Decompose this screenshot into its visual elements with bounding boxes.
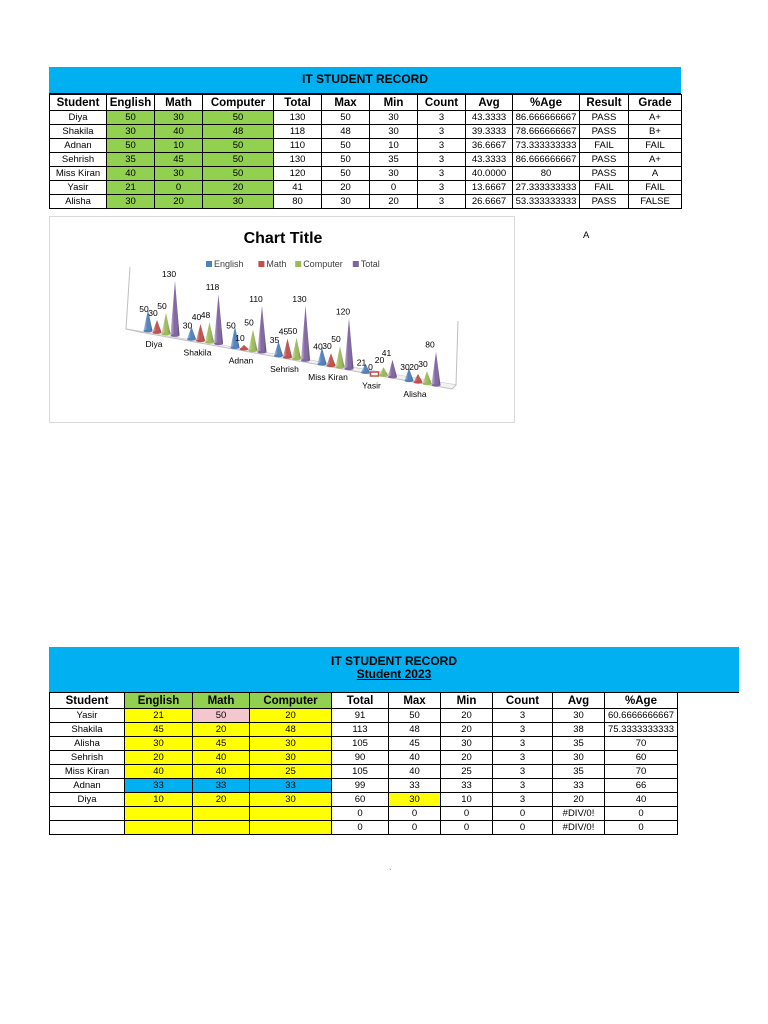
table-cell[interactable]: 20 — [203, 181, 274, 195]
table-cell[interactable]: FAIL — [580, 139, 629, 153]
data-label: 80 — [425, 339, 435, 350]
table2-header-avg[interactable]: Avg — [553, 693, 605, 709]
table-cell[interactable]: 35 — [107, 153, 155, 167]
table-cell[interactable]: 86.666666667 — [513, 111, 580, 125]
table-cell[interactable]: 130 — [274, 111, 322, 125]
table1-header-computer[interactable]: Computer — [203, 95, 274, 111]
table-cell[interactable]: 39.3333 — [466, 125, 513, 139]
table-cell[interactable]: 40 — [389, 765, 441, 779]
table-cell[interactable]: 45 — [193, 737, 250, 751]
table-cell[interactable]: 99 — [332, 779, 389, 793]
table-cell[interactable]: 40 — [155, 125, 203, 139]
table-cell[interactable]: 0 — [605, 821, 678, 835]
table-cell[interactable]: 33 — [250, 779, 332, 793]
table-cell[interactable]: 36.6667 — [466, 139, 513, 153]
table-cell[interactable]: 25 — [441, 765, 493, 779]
table2-subtitle: Student 2023 — [356, 667, 432, 681]
table-cell[interactable]: 40 — [193, 765, 250, 779]
data-label: 21 — [356, 357, 367, 368]
table-cell[interactable]: 30 — [250, 793, 332, 807]
table2-header-min[interactable]: Min — [441, 693, 493, 709]
table-cell[interactable]: 50 — [322, 111, 370, 125]
table-cell[interactable] — [250, 821, 332, 835]
table-cell[interactable]: 30 — [370, 125, 418, 139]
table-cell[interactable]: Alisha — [50, 737, 125, 751]
table2-header-count[interactable]: Count — [493, 693, 553, 709]
table2-header-english[interactable]: English — [125, 693, 193, 709]
table-row — [50, 723, 678, 737]
table-cell[interactable]: 80 — [274, 195, 322, 209]
legend-swatch-3 — [353, 261, 359, 267]
table-cell[interactable]: 70 — [605, 737, 678, 751]
table-cell[interactable]: FAIL — [629, 139, 682, 153]
table-cell[interactable]: 20 — [553, 793, 605, 807]
table-cell[interactable] — [125, 807, 193, 821]
table-row — [50, 181, 682, 195]
table-row — [50, 111, 682, 125]
table-cell[interactable]: 50 — [193, 709, 250, 723]
table-cell[interactable]: 0 — [605, 807, 678, 821]
table-cell[interactable]: 113 — [332, 723, 389, 737]
table-cell[interactable]: 13.6667 — [466, 181, 513, 195]
table-cell[interactable]: 3 — [418, 153, 466, 167]
table1-header-english[interactable]: English — [107, 95, 155, 111]
table2-header-computer[interactable]: Computer — [250, 693, 332, 709]
table2-title-banner — [49, 647, 739, 693]
table-cell[interactable]: 45 — [125, 723, 193, 737]
table-cell[interactable]: 3 — [418, 167, 466, 181]
table-row — [50, 139, 682, 153]
table-cell[interactable]: Shakila — [50, 723, 125, 737]
table-cell[interactable]: 35 — [553, 765, 605, 779]
table-cell[interactable]: 0 — [389, 807, 441, 821]
table-cell[interactable]: 20 — [441, 723, 493, 737]
data-label: 110 — [249, 293, 263, 304]
table-cell[interactable]: 41 — [274, 181, 322, 195]
table2-header-total[interactable]: Total — [332, 693, 389, 709]
stray-cell-text-a: A — [583, 230, 590, 241]
table-cell[interactable]: PASS — [580, 167, 629, 181]
table-cell[interactable]: 21 — [125, 709, 193, 723]
table-cell[interactable]: 118 — [274, 125, 322, 139]
table-cell[interactable]: 33 — [441, 779, 493, 793]
category-label-4: Miss Kiran — [308, 372, 348, 383]
data-label: 30 — [182, 320, 193, 331]
data-label: 20 — [374, 355, 385, 366]
data-label: 130 — [292, 293, 307, 304]
table-cell[interactable]: 3 — [493, 765, 553, 779]
data-label: 130 — [161, 268, 177, 279]
table-cell[interactable]: 3 — [493, 737, 553, 751]
table-cell[interactable] — [193, 807, 250, 821]
table-cell[interactable]: PASS — [580, 195, 629, 209]
table-cell[interactable]: 48 — [250, 723, 332, 737]
table-cell[interactable]: 43.3333 — [466, 153, 513, 167]
table-cell[interactable]: 40 — [389, 751, 441, 765]
table1-header-avg[interactable]: Avg — [466, 95, 513, 111]
table-cell[interactable]: FAIL — [629, 181, 682, 195]
table1-header-result[interactable]: Result — [580, 95, 629, 111]
table-cell[interactable]: 30 — [553, 751, 605, 765]
table-cell[interactable]: 60 — [605, 751, 678, 765]
table1-header-math[interactable]: Math — [155, 95, 203, 111]
table-cell[interactable]: 20 — [193, 723, 250, 737]
table-cell[interactable]: 60 — [332, 793, 389, 807]
table-cell[interactable]: 33 — [193, 779, 250, 793]
data-label: 30 — [322, 341, 332, 352]
table1-title: IT STUDENT RECORD — [302, 72, 428, 86]
table-cell[interactable]: 10 — [155, 139, 203, 153]
data-label: 48 — [200, 310, 211, 321]
table-row — [50, 821, 678, 835]
data-label: 40 — [191, 312, 202, 322]
table-cell[interactable]: 30 — [389, 793, 441, 807]
table-cell[interactable]: 45 — [155, 153, 203, 167]
table-cell[interactable]: 45 — [389, 737, 441, 751]
table-cell[interactable]: Sehrish — [50, 153, 107, 167]
table-cell[interactable]: Sehrish — [50, 751, 125, 765]
table2-title: IT STUDENT RECORD — [331, 654, 457, 668]
table-cell[interactable]: 30 — [441, 737, 493, 751]
table-cell[interactable]: 30 — [250, 751, 332, 765]
table-cell[interactable]: 0 — [493, 807, 553, 821]
table-cell[interactable] — [250, 807, 332, 821]
table2-header-math[interactable]: Math — [193, 693, 250, 709]
data-label: 40 — [313, 341, 323, 352]
table-cell[interactable]: Shakila — [50, 125, 107, 139]
table-cell[interactable]: 50 — [389, 709, 441, 723]
table-cell[interactable]: 80 — [513, 167, 580, 181]
table-cell[interactable] — [193, 821, 250, 835]
table1-header--age[interactable]: %Age — [513, 95, 580, 111]
table-cell[interactable]: 105 — [332, 765, 389, 779]
table-cell[interactable]: 50 — [203, 139, 274, 153]
table-cell[interactable]: 40.0000 — [466, 167, 513, 181]
table1-header-row — [50, 95, 682, 111]
table-cell[interactable]: 30 — [155, 111, 203, 125]
data-label: 30 — [400, 362, 410, 373]
table-cell[interactable]: #DIV/0! — [553, 821, 605, 835]
data-label: 30 — [418, 359, 428, 370]
table-cell[interactable]: Miss Kiran — [50, 167, 107, 181]
table-cell[interactable]: Adnan — [50, 779, 125, 793]
table-row — [50, 125, 682, 139]
table-row — [50, 807, 678, 821]
cone-shakila-english[interactable] — [183, 321, 196, 341]
table-cell[interactable]: 10 — [370, 139, 418, 153]
table-cell[interactable]: 70 — [605, 765, 678, 779]
table1-header-count[interactable]: Count — [418, 95, 466, 111]
table-cell[interactable]: 20 — [370, 195, 418, 209]
table-cell[interactable]: 66 — [605, 779, 678, 793]
table-cell[interactable]: 35 — [553, 737, 605, 751]
table-cell[interactable]: 0 — [332, 807, 389, 821]
table-cell[interactable]: 86.666666667 — [513, 153, 580, 167]
table1-header-student[interactable]: Student — [50, 95, 107, 111]
legend-swatch-0 — [206, 261, 212, 267]
table-cell[interactable]: 30 — [155, 167, 203, 181]
table-row — [50, 751, 678, 765]
table-cell[interactable]: 3 — [418, 181, 466, 195]
table2-header-student[interactable]: Student — [50, 693, 125, 709]
category-label-0: Diya — [145, 339, 163, 349]
table-cell[interactable]: Adnan — [50, 139, 107, 153]
table-cell[interactable]: 60.6666666667 — [605, 709, 678, 723]
table-cell[interactable]: 48 — [389, 723, 441, 737]
table1-header-grade[interactable]: Grade — [629, 95, 682, 111]
table-cell[interactable]: 3 — [418, 195, 466, 209]
table-cell[interactable]: #DIV/0! — [553, 807, 605, 821]
table-cell[interactable]: 3 — [493, 779, 553, 793]
table-cell[interactable]: 20 — [155, 195, 203, 209]
table-cell[interactable]: 3 — [493, 709, 553, 723]
table-cell[interactable]: 30 — [553, 709, 605, 723]
category-label-3: Sehrish — [270, 363, 299, 374]
table-cell[interactable]: 50 — [322, 139, 370, 153]
table-cell[interactable]: 3 — [418, 111, 466, 125]
table-row — [50, 153, 682, 167]
table-cell[interactable]: 75.3333333333 — [605, 723, 678, 737]
table-row — [50, 195, 682, 209]
table-cell[interactable]: 105 — [332, 737, 389, 751]
table-cell[interactable]: 48 — [322, 125, 370, 139]
table1-header-min[interactable]: Min — [370, 95, 418, 111]
table-cell[interactable]: A+ — [629, 153, 682, 167]
table-row — [50, 765, 678, 779]
table-row — [50, 793, 678, 807]
table-cell[interactable]: 50 — [322, 167, 370, 181]
data-label: 50 — [287, 325, 298, 336]
table-cell[interactable]: 40 — [125, 765, 193, 779]
table-cell[interactable]: 78.666666667 — [513, 125, 580, 139]
table-cell[interactable]: 110 — [274, 139, 322, 153]
data-label: 10 — [235, 332, 245, 343]
data-label: 50 — [244, 317, 254, 328]
table-cell[interactable]: 20 — [193, 793, 250, 807]
table-cell[interactable]: FALSE — [629, 195, 682, 209]
table-cell[interactable]: Alisha — [50, 195, 107, 209]
table-cell[interactable]: 30 — [322, 195, 370, 209]
category-label-6: Alisha — [403, 388, 427, 399]
table-row — [50, 167, 682, 181]
table-cell[interactable]: 130 — [274, 153, 322, 167]
table-cell[interactable]: B+ — [629, 125, 682, 139]
table-cell[interactable]: 30 — [203, 195, 274, 209]
chart-legend — [206, 259, 380, 269]
table-row — [50, 709, 678, 723]
table-cell[interactable]: 0 — [493, 821, 553, 835]
category-label-2: Adnan — [228, 355, 254, 366]
table-cell[interactable]: 30 — [107, 195, 155, 209]
table-cell[interactable]: 20 — [250, 709, 332, 723]
table-cell[interactable]: 73.333333333 — [513, 139, 580, 153]
table-cell[interactable]: 50 — [203, 111, 274, 125]
table-cell[interactable]: 50 — [322, 153, 370, 167]
table-cell[interactable]: 3 — [493, 793, 553, 807]
table-cell[interactable]: 30 — [107, 125, 155, 139]
data-label: 50 — [157, 301, 167, 311]
table-cell[interactable]: 26.6667 — [466, 195, 513, 209]
table-cell[interactable]: Diya — [50, 793, 125, 807]
cone-chart[interactable] — [49, 216, 515, 423]
table-cell[interactable]: 40 — [107, 167, 155, 181]
table-row — [50, 779, 678, 793]
table-cell[interactable] — [50, 821, 125, 835]
table-cell[interactable]: 50 — [107, 139, 155, 153]
table-cell[interactable]: 3 — [418, 125, 466, 139]
table-cell[interactable]: 0 — [155, 181, 203, 195]
data-label: 0 — [368, 362, 373, 372]
category-label-1: Shakila — [183, 347, 212, 358]
legend-label-1: Math — [266, 259, 287, 269]
table-cell[interactable]: 33 — [389, 779, 441, 793]
table1-title-banner — [49, 67, 681, 94]
student-record-table-1 — [49, 94, 682, 209]
table-cell[interactable]: FAIL — [580, 181, 629, 195]
table-cell[interactable]: 20 — [322, 181, 370, 195]
table-cell[interactable]: 91 — [332, 709, 389, 723]
table-cell[interactable]: Diya — [50, 111, 107, 125]
table-cell[interactable]: 38 — [553, 723, 605, 737]
table-cell[interactable]: 30 — [125, 737, 193, 751]
data-label: 35 — [269, 335, 280, 346]
table-cell[interactable]: PASS — [580, 125, 629, 139]
data-label: 50 — [331, 334, 341, 345]
table1-header-max[interactable]: Max — [322, 95, 370, 111]
table-cell[interactable]: 27.333333333 — [513, 181, 580, 195]
table2-header-row — [50, 693, 678, 709]
table-cell[interactable]: 48 — [203, 125, 274, 139]
table-cell[interactable]: 50 — [203, 153, 274, 167]
table-cell[interactable]: 21 — [107, 181, 155, 195]
table-cell[interactable]: 0 — [389, 821, 441, 835]
table-cell[interactable]: Yasir — [50, 181, 107, 195]
table-cell[interactable]: 33 — [125, 779, 193, 793]
legend-label-0: English — [214, 259, 244, 269]
category-label-5: Yasir — [362, 380, 381, 391]
table-cell[interactable]: 120 — [274, 167, 322, 181]
legend-swatch-2 — [295, 261, 301, 267]
table-cell[interactable]: 43.3333 — [466, 111, 513, 125]
table-cell[interactable]: 20 — [441, 751, 493, 765]
table-cell[interactable]: 3 — [493, 723, 553, 737]
table-cell[interactable]: 0 — [441, 821, 493, 835]
table-cell[interactable]: 30 — [250, 737, 332, 751]
data-label: 30 — [148, 307, 158, 318]
table-cell[interactable]: 30 — [370, 111, 418, 125]
table-cell[interactable]: A+ — [629, 111, 682, 125]
table-cell[interactable]: 53.333333333 — [513, 195, 580, 209]
table-cell[interactable] — [50, 807, 125, 821]
legend-label-2: Computer — [303, 259, 343, 269]
cone-adnan-computer[interactable] — [244, 318, 257, 352]
data-label: 41 — [381, 347, 392, 358]
table-row — [50, 737, 678, 751]
table-cell[interactable]: 90 — [332, 751, 389, 765]
data-label: 118 — [205, 282, 220, 293]
table-cell[interactable]: 0 — [370, 181, 418, 195]
table-cell[interactable]: 35 — [370, 153, 418, 167]
table-cell[interactable]: Yasir — [50, 709, 125, 723]
table-cell[interactable]: 20 — [125, 751, 193, 765]
table-cell[interactable]: 0 — [441, 807, 493, 821]
table1-header-total[interactable]: Total — [274, 95, 322, 111]
table-cell[interactable]: 50 — [203, 167, 274, 181]
table-cell[interactable]: Miss Kiran — [50, 765, 125, 779]
table2-header-max[interactable]: Max — [389, 693, 441, 709]
table-cell[interactable]: 40 — [605, 793, 678, 807]
data-label: 50 — [139, 304, 149, 314]
table-cell[interactable]: 33 — [553, 779, 605, 793]
table-cell[interactable]: 40 — [193, 751, 250, 765]
table-cell[interactable]: 10 — [125, 793, 193, 807]
table-cell[interactable]: 30 — [370, 167, 418, 181]
table-cell[interactable]: 0 — [332, 821, 389, 835]
table-cell[interactable]: 10 — [441, 793, 493, 807]
data-label: 20 — [409, 361, 419, 372]
legend-label-3: Total — [360, 259, 380, 269]
data-label: 45 — [278, 326, 289, 337]
data-label: 120 — [335, 306, 351, 317]
table-cell[interactable]: 3 — [418, 139, 466, 153]
table-cell[interactable]: 50 — [107, 111, 155, 125]
table-cell[interactable]: 20 — [441, 709, 493, 723]
chart-title: Chart Title — [243, 230, 323, 247]
table-cell[interactable]: A — [629, 167, 682, 181]
legend-swatch-1 — [258, 261, 264, 267]
table-cell[interactable]: 25 — [250, 765, 332, 779]
table-cell[interactable] — [125, 821, 193, 835]
table-cell[interactable]: PASS — [580, 153, 629, 167]
student-record-table-2 — [49, 692, 678, 835]
stray-cell-text-dot: ` — [389, 868, 392, 877]
chart-svg — [50, 217, 514, 422]
data-label: 50 — [226, 320, 236, 331]
table-cell[interactable]: PASS — [580, 111, 629, 125]
table-cell[interactable]: 3 — [493, 751, 553, 765]
table2-header--age[interactable]: %Age — [605, 693, 678, 709]
